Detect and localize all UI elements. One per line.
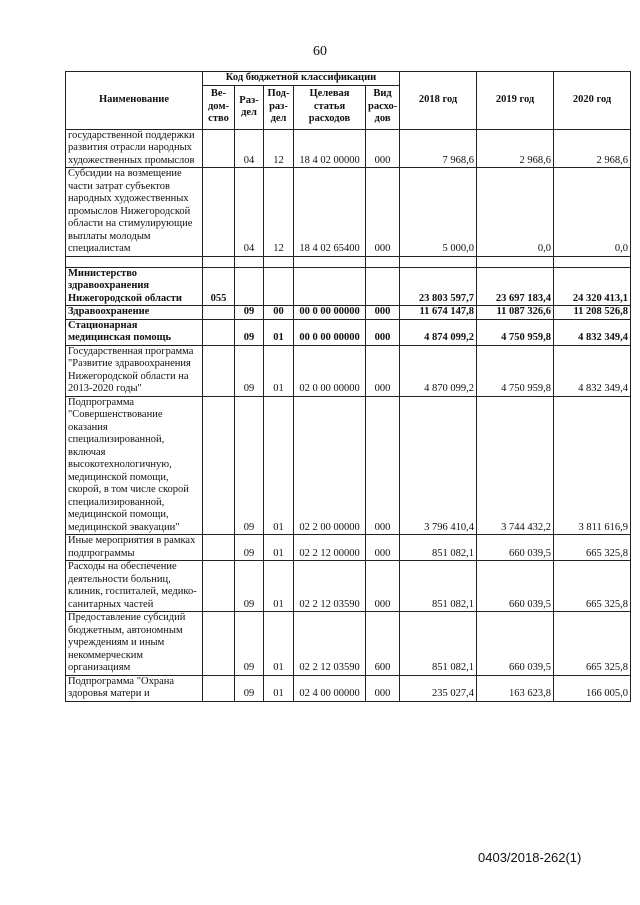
cell-y2020: 665 325,8: [554, 612, 631, 676]
table-row: [66, 267, 631, 306]
cell-y2019: 23 697 183,4: [477, 267, 554, 306]
table-row: [66, 561, 631, 612]
cell-y2018: 4 874 099,2: [400, 319, 477, 345]
cell-vid: 000: [366, 306, 400, 320]
cell-y2019: 660 039,5: [477, 612, 554, 676]
spacer-row: [66, 256, 631, 267]
cell-razd: 09: [235, 396, 264, 535]
cell-cel: 02 2 12 00000: [294, 535, 366, 561]
cell-razd: 09: [235, 306, 264, 320]
cell-name: Министерство здравоохранения Нижегородской области: [66, 267, 203, 306]
cell-vid: 000: [366, 319, 400, 345]
table-row: [66, 168, 631, 257]
cell-y2019: [477, 256, 554, 267]
cell-y2019: 660 039,5: [477, 535, 554, 561]
cell-vid: 000: [366, 561, 400, 612]
cell-cel: 02 2 00 00000: [294, 396, 366, 535]
cell-y2019: 4 750 959,8: [477, 319, 554, 345]
cell-ved: [203, 561, 235, 612]
cell-y2020: 11 208 526,8: [554, 306, 631, 320]
cell-podr: 01: [264, 675, 294, 701]
cell-razd: 09: [235, 561, 264, 612]
cell-razd: 09: [235, 535, 264, 561]
cell-ved: [203, 168, 235, 257]
header-2020: 2020 год: [554, 72, 631, 130]
page-number: 60: [313, 44, 327, 59]
cell-vid: 000: [366, 535, 400, 561]
cell-y2018: 23 803 597,7: [400, 267, 477, 306]
cell-name: Субсидии на возмещение части затрат субъектов народных художественных промыслов Нижегородской области на стимулирующие выплаты молодым специалистам: [66, 168, 203, 257]
cell-y2020: 0,0: [554, 168, 631, 257]
cell-y2018: [400, 256, 477, 267]
cell-name: Стационарная медицинская помощь: [66, 319, 203, 345]
cell-y2019: 163 623,8: [477, 675, 554, 701]
cell-podr: 01: [264, 535, 294, 561]
cell-razd: 09: [235, 675, 264, 701]
cell-y2020: 166 005,0: [554, 675, 631, 701]
cell-y2018: 7 968,6: [400, 129, 477, 168]
cell-y2018: 851 082,1: [400, 561, 477, 612]
cell-y2020: 665 325,8: [554, 535, 631, 561]
cell-razd: [235, 267, 264, 306]
cell-razd: 04: [235, 129, 264, 168]
cell-vid: 000: [366, 129, 400, 168]
cell-y2020: 665 325,8: [554, 561, 631, 612]
header-group: Код бюджетной классификации: [203, 72, 400, 86]
cell-name: Подпрограмма "Охрана здоровья матери и: [66, 675, 203, 701]
cell-y2018: 235 027,4: [400, 675, 477, 701]
cell-vid: 000: [366, 396, 400, 535]
budget-table: [65, 71, 631, 702]
cell-podr: 12: [264, 168, 294, 257]
cell-podr: 01: [264, 396, 294, 535]
cell-y2020: 2 968,6: [554, 129, 631, 168]
cell-y2018: 3 796 410,4: [400, 396, 477, 535]
header-2018: 2018 год: [400, 72, 477, 130]
cell-ved: [203, 612, 235, 676]
cell-name: [66, 256, 203, 267]
cell-podr: 00: [264, 306, 294, 320]
cell-cel: 02 2 12 03590: [294, 561, 366, 612]
cell-podr: 01: [264, 345, 294, 396]
cell-ved: [203, 256, 235, 267]
table-row: [66, 612, 631, 676]
cell-cel: 00 0 00 00000: [294, 306, 366, 320]
cell-ved: [203, 675, 235, 701]
cell-cel: 02 0 00 00000: [294, 345, 366, 396]
header-name: Наименование: [66, 72, 203, 130]
cell-vid: 600: [366, 612, 400, 676]
cell-razd: 09: [235, 345, 264, 396]
cell-y2019: 11 087 326,6: [477, 306, 554, 320]
header-2019: 2019 год: [477, 72, 554, 130]
cell-y2020: 24 320 413,1: [554, 267, 631, 306]
cell-podr: 01: [264, 319, 294, 345]
cell-y2019: 4 750 959,8: [477, 345, 554, 396]
cell-y2020: 3 811 616,9: [554, 396, 631, 535]
cell-ved: [203, 319, 235, 345]
cell-cel: 02 2 12 03590: [294, 612, 366, 676]
cell-vid: 000: [366, 168, 400, 257]
cell-vid: [366, 267, 400, 306]
cell-ved: [203, 129, 235, 168]
cell-cel: [294, 267, 366, 306]
cell-y2019: 660 039,5: [477, 561, 554, 612]
table-row: [66, 306, 631, 320]
table-row: [66, 675, 631, 701]
cell-name: государственной поддержки развития отрасли народных художественных промыслов: [66, 129, 203, 168]
cell-ved: [203, 535, 235, 561]
cell-podr: 12: [264, 129, 294, 168]
cell-name: Расходы на обеспечение деятельности больниц, клиник, госпиталей, медико-санитарных частей: [66, 561, 203, 612]
cell-name: Здравоохранение: [66, 306, 203, 320]
cell-cel: 18 4 02 65400: [294, 168, 366, 257]
cell-y2018: 5 000,0: [400, 168, 477, 257]
cell-y2019: 0,0: [477, 168, 554, 257]
header-celevaya: Целевая статья расходов: [294, 85, 366, 129]
cell-vid: 000: [366, 675, 400, 701]
cell-cel: 18 4 02 00000: [294, 129, 366, 168]
header-vedomstvo: Ве-дом-ство: [203, 85, 235, 129]
table-row: [66, 319, 631, 345]
table-row: [66, 129, 631, 168]
cell-cel: 00 0 00 00000: [294, 319, 366, 345]
cell-ved: 055: [203, 267, 235, 306]
cell-y2018: 4 870 099,2: [400, 345, 477, 396]
cell-ved: [203, 396, 235, 535]
document-code: 0403/2018-262(1): [478, 850, 582, 865]
cell-y2018: 851 082,1: [400, 535, 477, 561]
table-row: [66, 535, 631, 561]
cell-vid: [366, 256, 400, 267]
cell-razd: 09: [235, 612, 264, 676]
cell-podr: [264, 267, 294, 306]
cell-vid: 000: [366, 345, 400, 396]
cell-cel: [294, 256, 366, 267]
cell-y2018: 851 082,1: [400, 612, 477, 676]
table-row: [66, 396, 631, 535]
cell-y2020: 4 832 349,4: [554, 319, 631, 345]
table-body: [66, 129, 631, 701]
cell-podr: 01: [264, 612, 294, 676]
cell-y2020: 4 832 349,4: [554, 345, 631, 396]
cell-razd: 09: [235, 319, 264, 345]
cell-y2019: 3 744 432,2: [477, 396, 554, 535]
header-vid: Вид расхо-дов: [366, 85, 400, 129]
cell-podr: [264, 256, 294, 267]
cell-name: Иные мероприятия в рамках подпрограммы: [66, 535, 203, 561]
cell-name: Подпрограмма "Совершенствование оказания специализированной, включая высокотехнологичную, медицинской помощи, скорой, в том числе скорой специализированной, медицинской помощи, медицинской эвакуации": [66, 396, 203, 535]
cell-y2018: 11 674 147,8: [400, 306, 477, 320]
cell-ved: [203, 345, 235, 396]
cell-y2020: [554, 256, 631, 267]
cell-ved: [203, 306, 235, 320]
cell-razd: 04: [235, 168, 264, 257]
cell-name: Предоставление субсидий бюджетным, автономным учреждениям и иным некоммерческим организациям: [66, 612, 203, 676]
table-row: [66, 345, 631, 396]
cell-y2019: 2 968,6: [477, 129, 554, 168]
cell-cel: 02 4 00 00000: [294, 675, 366, 701]
cell-name: Государственная программа "Развитие здравоохранения Нижегородской области на 2013-2020 годы": [66, 345, 203, 396]
header-podrazdel: Под-раз-дел: [264, 85, 294, 129]
cell-podr: 01: [264, 561, 294, 612]
cell-razd: [235, 256, 264, 267]
header-razdel: Раз-дел: [235, 85, 264, 129]
